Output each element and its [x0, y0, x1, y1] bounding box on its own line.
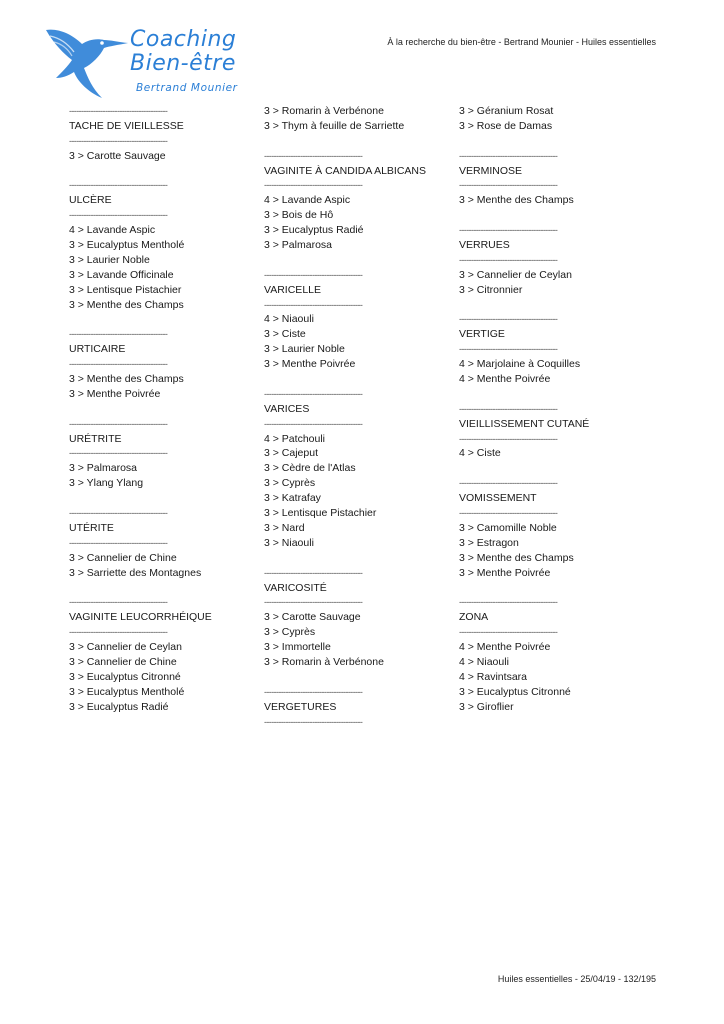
list-item: 4 > Niaouli: [264, 313, 314, 326]
separator: -----------------------------------------: [459, 254, 558, 265]
section-title: ZONA: [459, 611, 489, 624]
spacer: [459, 581, 639, 596]
separator: -----------------------------------------: [69, 597, 168, 608]
list-item: 3 > Menthe des Champs: [459, 194, 574, 207]
list-item: 3 > Menthe des Champs: [459, 551, 574, 564]
list-item: 3 > Eucalyptus Citronné: [459, 685, 571, 698]
list-item: 3 > Eucalyptus Mentholé: [69, 685, 185, 698]
separator: -----------------------------------------: [69, 180, 168, 191]
separator: -----------------------------------------: [69, 329, 168, 340]
spacer: [459, 461, 639, 476]
separator: -----------------------------------------: [264, 150, 363, 161]
separator: -----------------------------------------: [69, 627, 168, 638]
section-title: UTÉRITE: [69, 521, 114, 534]
list-item: 3 > Palmarosa: [264, 239, 332, 252]
separator: -----------------------------------------: [69, 359, 168, 370]
section-title: VERTIGE: [459, 328, 505, 341]
list-item: 4 > Marjolaine à Coquilles: [459, 358, 581, 371]
list-item: 3 > Bois de Hô: [264, 209, 334, 222]
column-3: [459, 104, 639, 715]
list-item: 4 > Menthe Poivrée: [459, 373, 551, 386]
logo-line-2: Bien-être: [130, 51, 236, 76]
separator: -----------------------------------------: [69, 508, 168, 519]
separator: -----------------------------------------: [264, 716, 363, 727]
separator: -----------------------------------------: [264, 597, 363, 608]
section-title: TACHE DE VIEILLESSE: [69, 119, 184, 132]
spacer: [69, 312, 249, 327]
section-title: VIEILLISSEMENT CUTANÉ: [459, 417, 590, 430]
spacer: [69, 491, 249, 506]
separator: -----------------------------------------: [459, 180, 558, 191]
section-title: VOMISSEMENT: [459, 492, 537, 505]
separator: -----------------------------------------: [459, 478, 558, 489]
list-item: 4 > Niaouli: [459, 655, 509, 668]
list-item: 3 > Carotte Sauvage: [69, 149, 166, 162]
spacer: [459, 298, 639, 313]
section-title: VARICELLE: [264, 283, 321, 296]
separator: -----------------------------------------: [69, 106, 168, 116]
list-item: 3 > Laurier Noble: [69, 253, 150, 266]
list-item: 3 > Romarin à Verbénone: [264, 105, 384, 117]
list-item: 3 > Lavande Officinale: [69, 268, 174, 281]
list-item: 3 > Géranium Rosat: [459, 105, 554, 117]
separator: -----------------------------------------: [459, 403, 558, 414]
separator: -----------------------------------------: [69, 135, 168, 146]
separator: -----------------------------------------: [459, 344, 558, 355]
column-2: [264, 104, 444, 729]
spacer: [459, 387, 639, 402]
section-title: VERMINOSE: [459, 164, 523, 177]
separator: -----------------------------------------: [69, 537, 168, 548]
list-item: 3 > Eucalyptus Mentholé: [69, 239, 185, 252]
list-item: 3 > Menthe des Champs: [69, 373, 184, 386]
list-item: 3 > Katrafay: [264, 492, 321, 505]
separator: -----------------------------------------: [459, 508, 558, 519]
section-title: URÉTRITE: [69, 432, 122, 445]
list-item: 3 > Ciste: [264, 328, 306, 341]
section-title: VAGINITE LEUCORRHÉIQUE: [69, 611, 212, 624]
spacer: [459, 208, 639, 223]
separator: -----------------------------------------: [264, 567, 363, 578]
separator: -----------------------------------------: [264, 180, 363, 191]
separator: -----------------------------------------: [459, 225, 558, 236]
list-item: 3 > Sarriette des Montagnes: [69, 566, 202, 579]
separator: -----------------------------------------: [459, 314, 558, 325]
list-item: 3 > Cannelier de Chine: [69, 655, 177, 668]
list-item: 3 > Menthe Poivrée: [459, 566, 551, 579]
separator: -----------------------------------------: [459, 433, 558, 444]
separator: -----------------------------------------: [264, 418, 363, 429]
list-item: 3 > Cyprès: [264, 477, 316, 490]
list-item: 3 > Lentisque Pistachier: [69, 283, 182, 296]
list-item: 4 > Ciste: [459, 447, 501, 460]
logo: [44, 24, 244, 102]
section-title: ULCÈRE: [69, 194, 112, 207]
footer-text: Huiles essentielles - 25/04/19 - 132/195: [497, 974, 656, 984]
section-title: VARICOSITÉ: [264, 581, 327, 594]
list-item: 3 > Menthe Poivrée: [69, 387, 161, 400]
list-item: 4 > Patchouli: [264, 432, 326, 445]
list-item: 3 > Citronnier: [459, 283, 523, 296]
spacer: [69, 402, 249, 417]
list-item: 4 > Ravintsara: [459, 670, 527, 683]
list-item: 3 > Nard: [264, 521, 305, 534]
list-item: 3 > Romarin à Verbénone: [264, 655, 384, 668]
list-item: 3 > Ylang Ylang: [69, 477, 144, 490]
spacer: [264, 372, 444, 387]
separator: -----------------------------------------: [69, 418, 168, 429]
separator: -----------------------------------------: [69, 210, 168, 221]
list-item: 4 > Lavande Aspic: [264, 194, 351, 207]
separator: -----------------------------------------: [69, 448, 168, 459]
separator: -----------------------------------------: [459, 150, 558, 161]
list-item: 3 > Eucalyptus Radié: [264, 224, 364, 237]
list-item: 4 > Lavande Aspic: [69, 224, 156, 237]
list-item: 3 > Estragon: [459, 536, 519, 549]
content-columns: [69, 104, 629, 744]
list-item: 3 > Thym à feuille de Sarriette: [264, 119, 405, 132]
separator: -----------------------------------------: [459, 627, 558, 638]
spacer: [69, 164, 249, 179]
list-item: 3 > Niaouli: [264, 536, 314, 549]
spacer: [69, 581, 249, 596]
list-item: 3 > Cèdre de l'Atlas: [264, 462, 356, 475]
section-title: VERGETURES: [264, 700, 337, 713]
list-item: 3 > Menthe des Champs: [69, 298, 184, 311]
section-title: URTICAIRE: [69, 343, 126, 356]
logo-author: Bertrand Mounier: [136, 82, 238, 94]
list-item: 3 > Camomille Noble: [459, 521, 557, 534]
list-item: 3 > Carotte Sauvage: [264, 611, 361, 624]
spacer: [264, 253, 444, 268]
hummingbird-icon: [44, 26, 132, 102]
separator: -----------------------------------------: [264, 388, 363, 399]
column-1: [69, 104, 249, 715]
header-text: À la recherche du bien-être - Bertrand Mounier - Huiles essentielles: [387, 37, 656, 47]
list-item: 3 > Lentisque Pistachier: [264, 507, 377, 520]
logo-line-1: Coaching: [130, 27, 237, 52]
list-item: 3 > Eucalyptus Radié: [69, 700, 169, 713]
separator: -----------------------------------------: [459, 597, 558, 608]
separator: -----------------------------------------: [264, 269, 363, 280]
list-item: 3 > Cannelier de Ceylan: [69, 641, 182, 654]
list-item: 3 > Laurier Noble: [264, 343, 345, 356]
list-item: 4 > Menthe Poivrée: [459, 641, 551, 654]
list-item: 3 > Cajeput: [264, 447, 318, 460]
list-item: 3 > Cannelier de Chine: [69, 551, 177, 564]
list-item: 3 > Eucalyptus Citronné: [69, 670, 181, 683]
list-item: 3 > Immortelle: [264, 641, 331, 654]
list-item: 3 > Menthe Poivrée: [264, 358, 356, 371]
separator: -----------------------------------------: [264, 686, 363, 697]
list-item: 3 > Palmarosa: [69, 462, 137, 475]
section-title: VARICES: [264, 402, 310, 415]
list-item: 3 > Cannelier de Ceylan: [459, 268, 572, 281]
list-item: 3 > Cyprès: [264, 626, 316, 639]
section-title: VERRUES: [459, 239, 510, 252]
spacer: [264, 134, 444, 149]
section-title: VAGINITE À CANDIDA ALBICANS: [264, 164, 427, 177]
spacer: [264, 670, 444, 685]
spacer: [264, 551, 444, 566]
list-item: 3 > Rose de Damas: [459, 119, 553, 132]
spacer: [459, 134, 639, 149]
list-item: 3 > Giroflier: [459, 700, 514, 713]
separator: -----------------------------------------: [264, 299, 363, 310]
